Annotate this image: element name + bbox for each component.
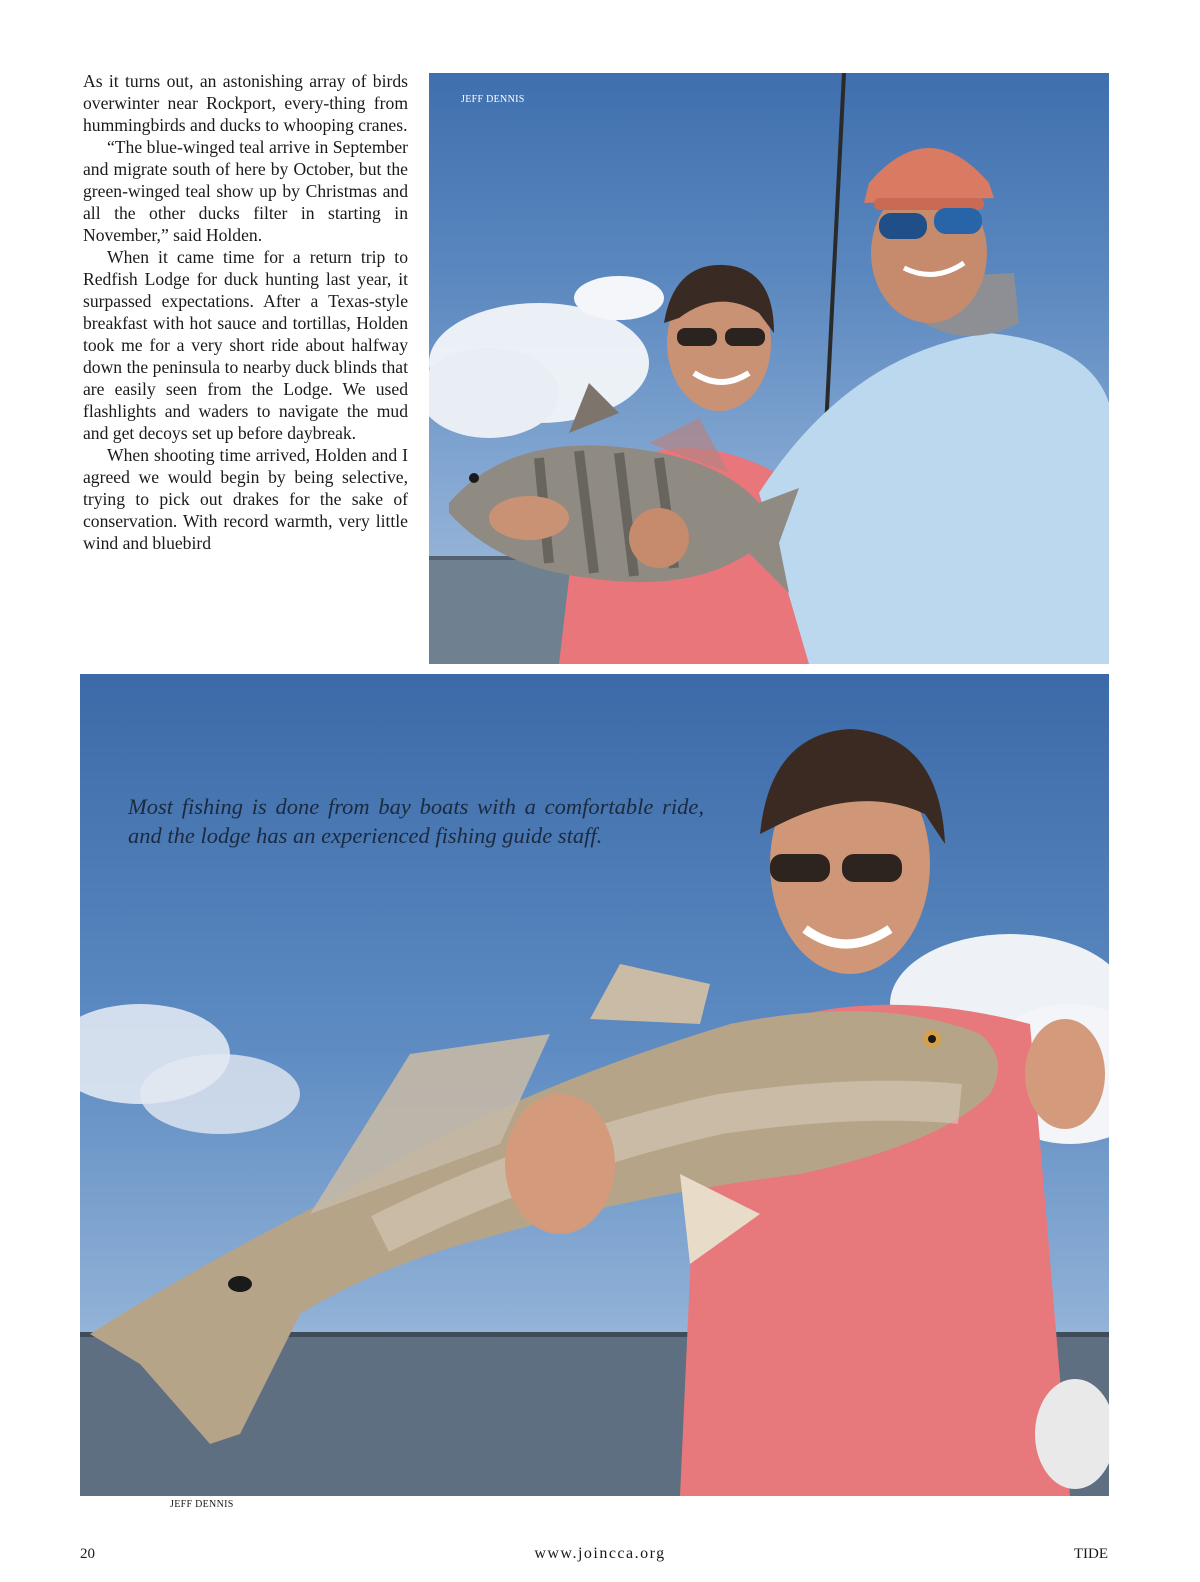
- page-number: 20: [80, 1546, 95, 1562]
- article-paragraph: “The blue-winged teal arrive in September and migrate south of here by October, but the green-winged teal show up by Christmas and all the other ducks filter in starting in November,” said Holden.: [83, 137, 408, 245]
- photo-credit: JEFF DENNIS: [461, 94, 525, 105]
- photo-caption: Most fishing is done from bay boats with a comfortable ride, and the lodge has an experienced fishing guide staff.: [128, 794, 704, 848]
- photo-credit: JEFF DENNIS: [170, 1499, 234, 1510]
- article-paragraph: When shooting time arrived, Holden and I agreed we would begin by being selective, trying to pick out drakes for the sake of conservation. With record warmth, very little wind and bluebird: [83, 445, 408, 553]
- website-url[interactable]: www.joincca.org: [534, 1545, 666, 1562]
- publication-name: TIDE: [1073, 1546, 1108, 1562]
- article-paragraph: When it came time for a return trip to Redfish Lodge for duck hunting last year, it surpassed expectations. After a Texas-style breakfast with hot sauce and tortillas, Holden took me for a very short ride about halfway down the peninsula to nearby duck blinds that are easily seen from the Lodge. We used flashlights and waders to navigate the mud and get decoys set up before daybreak.: [83, 247, 408, 443]
- photo-couple-with-fish: [429, 73, 1109, 664]
- photo-couple-illustration: [429, 73, 1109, 664]
- article-paragraph: As it turns out, an astonishing array of birds overwinter near Rockport, every-thing from hummingbirds and ducks to whooping cranes.: [83, 71, 408, 135]
- article-body: [83, 70, 408, 554]
